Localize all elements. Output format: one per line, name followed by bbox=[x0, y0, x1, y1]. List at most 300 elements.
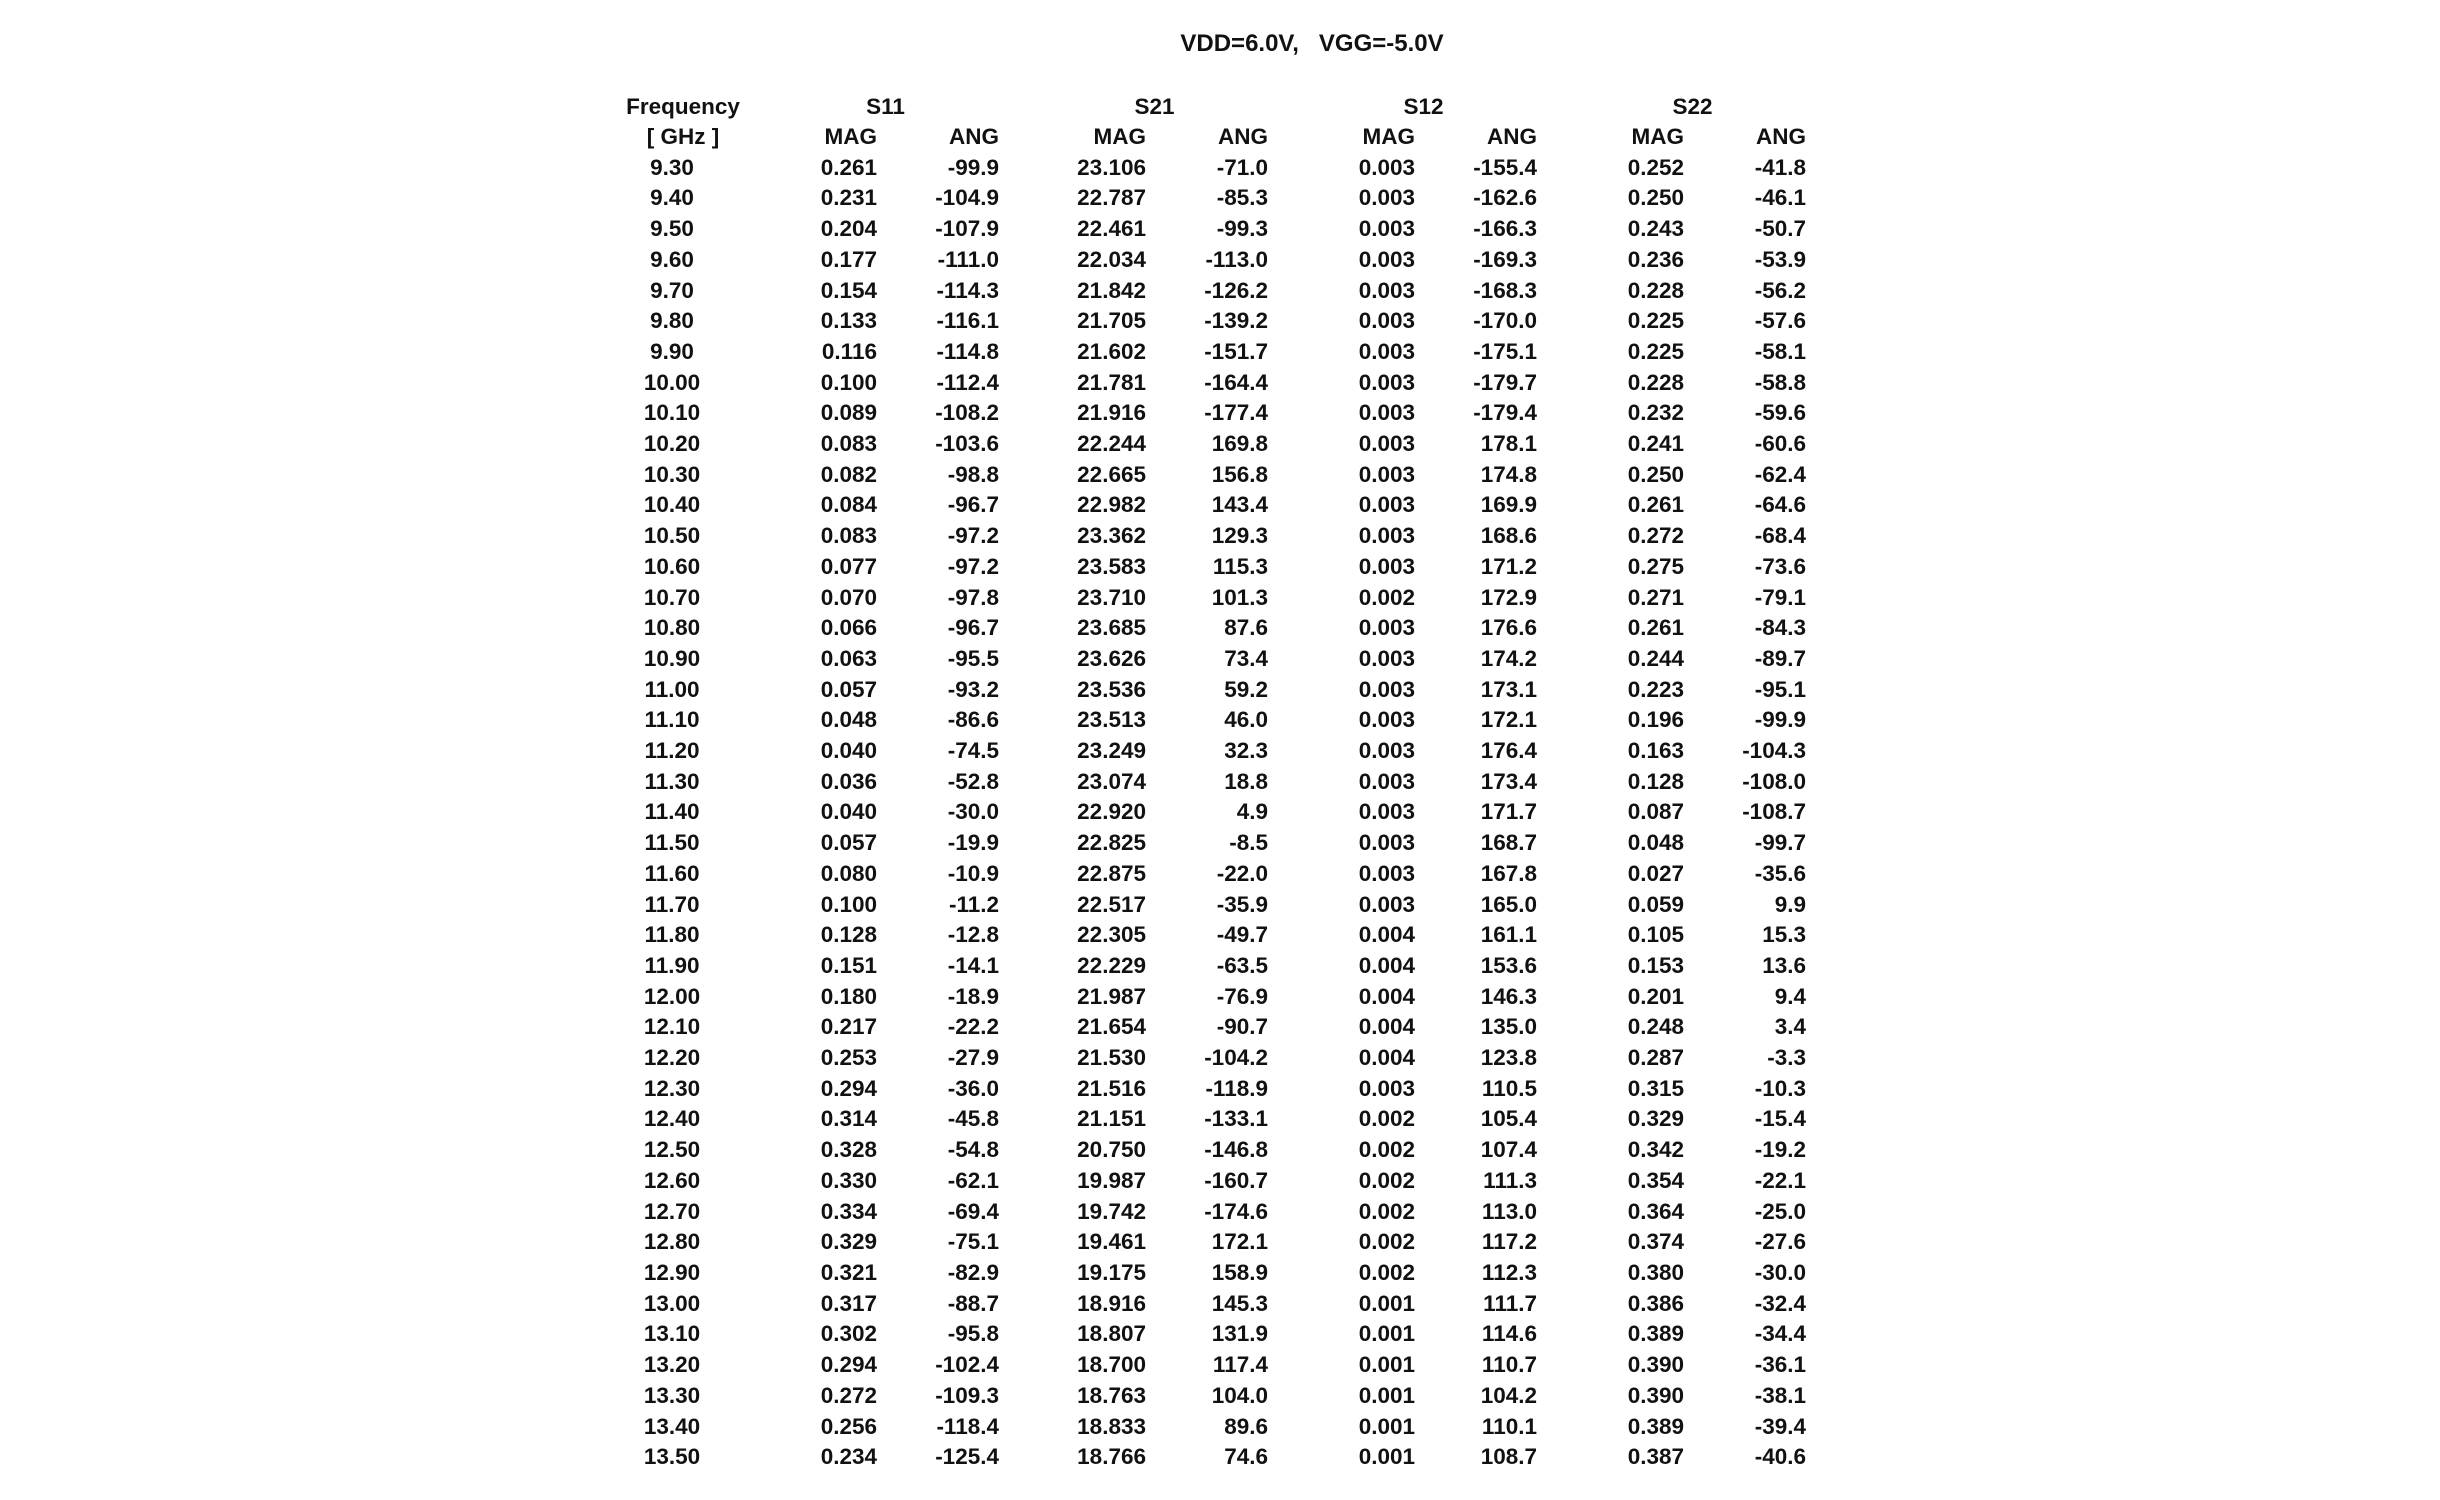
frequency-cell: 9.70 bbox=[650, 277, 694, 303]
s21-ang-cell: 18.8 bbox=[1224, 768, 1268, 794]
s22-ang-cell: -50.7 bbox=[1754, 216, 1806, 242]
s21-mag-cell: 23.583 bbox=[1077, 553, 1146, 579]
s22-mag-cell: 0.163 bbox=[1627, 738, 1684, 764]
s11-ang-cell: -99.9 bbox=[947, 154, 999, 180]
s12-mag-cell: 0.003 bbox=[1358, 154, 1415, 180]
s12-mag-cell: 0.003 bbox=[1358, 461, 1415, 487]
s11-ang-cell: -74.5 bbox=[947, 738, 999, 764]
s21-mag-cell: 21.151 bbox=[1077, 1106, 1146, 1132]
frequency-cell: 13.30 bbox=[643, 1382, 701, 1408]
s21-mag-cell: 19.742 bbox=[1077, 1198, 1146, 1224]
s22-mag-cell: 0.241 bbox=[1627, 431, 1684, 457]
s21-ang-cell: -151.7 bbox=[1204, 338, 1268, 364]
s12-ang-cell: 165.0 bbox=[1480, 891, 1537, 917]
table-row bbox=[594, 705, 1806, 736]
table-row bbox=[594, 859, 1806, 890]
s21-mag-cell: 23.685 bbox=[1077, 615, 1146, 641]
s22-ang-cell: -36.1 bbox=[1754, 1352, 1806, 1378]
s12-ang-cell: 105.4 bbox=[1480, 1106, 1537, 1132]
table-row bbox=[594, 1135, 1806, 1166]
s21-ang-cell: -177.4 bbox=[1204, 400, 1268, 426]
s21-mag-cell: 22.034 bbox=[1077, 246, 1146, 272]
s11-mag-cell: 0.070 bbox=[820, 584, 877, 610]
s21-ang-cell: 143.4 bbox=[1211, 492, 1268, 518]
s22-ang-cell: -39.4 bbox=[1754, 1413, 1806, 1439]
s22-mag-cell: 0.387 bbox=[1627, 1444, 1684, 1470]
table-header bbox=[594, 92, 1806, 153]
s22-mag-cell: 0.243 bbox=[1627, 216, 1684, 242]
frequency-cell: 12.70 bbox=[643, 1198, 701, 1224]
table-row bbox=[594, 1104, 1806, 1135]
s21-ang-cell: 87.6 bbox=[1224, 615, 1268, 641]
s11-ang-cell: -82.9 bbox=[947, 1260, 999, 1285]
s12-ang-cell: 173.4 bbox=[1480, 768, 1537, 794]
s22-ang-cell: -59.6 bbox=[1754, 400, 1806, 426]
s21-mag-cell: 23.106 bbox=[1077, 154, 1146, 180]
s12-mag-cell: 0.003 bbox=[1358, 523, 1415, 549]
s21-ang-cell: -146.8 bbox=[1204, 1137, 1268, 1163]
s22-ang-cell: -79.1 bbox=[1754, 584, 1806, 610]
s22-mag-cell: 0.153 bbox=[1627, 952, 1684, 978]
s12-mag-cell: 0.003 bbox=[1358, 768, 1415, 794]
s21-mag-cell: 23.626 bbox=[1077, 645, 1146, 671]
s11-ang-cell: -30.0 bbox=[947, 799, 999, 825]
s11-ang-cell: -107.9 bbox=[935, 216, 999, 242]
s21-mag-cell: 18.700 bbox=[1077, 1352, 1146, 1378]
s12-header: S12 bbox=[1403, 94, 1444, 119]
table-row bbox=[594, 368, 1806, 399]
s22-ang-cell: -60.6 bbox=[1754, 431, 1806, 457]
s22-mag-cell: 0.380 bbox=[1627, 1260, 1684, 1285]
s11-ang-cell: -109.3 bbox=[935, 1382, 999, 1408]
s21-ang-cell: -139.2 bbox=[1204, 308, 1268, 334]
s22-mag-cell: 0.236 bbox=[1627, 246, 1684, 272]
s11-ang-cell: -118.4 bbox=[936, 1413, 999, 1439]
s11-ang-cell: -104.9 bbox=[935, 185, 999, 211]
s22-ang-cell: -95.1 bbox=[1754, 676, 1806, 702]
table-row bbox=[594, 583, 1806, 614]
s22-ang-cell: -3.3 bbox=[1767, 1045, 1806, 1071]
s11-mag-cell: 0.234 bbox=[820, 1444, 877, 1470]
table-row bbox=[594, 1197, 1806, 1228]
table-row bbox=[594, 398, 1806, 429]
s11-ang-cell: -36.0 bbox=[947, 1075, 999, 1101]
s22-mag-cell: 0.250 bbox=[1627, 461, 1684, 487]
s22-ang-cell: -108.7 bbox=[1742, 799, 1806, 825]
s22-ang-cell: -22.1 bbox=[1754, 1167, 1806, 1193]
s21-ang-cell: 169.8 bbox=[1211, 431, 1268, 457]
s12-ang-cell: 161.1 bbox=[1480, 922, 1537, 948]
s21-mag-cell: 19.461 bbox=[1077, 1229, 1146, 1255]
s11-ang-cell: -108.2 bbox=[935, 400, 999, 426]
s21-ang-cell: 104.0 bbox=[1211, 1382, 1268, 1408]
s22-mag-cell: 0.374 bbox=[1627, 1229, 1684, 1255]
table-row bbox=[594, 552, 1806, 583]
s21-ang-cell: -164.4 bbox=[1204, 369, 1268, 395]
table-row bbox=[594, 337, 1806, 368]
s12-mag-cell: 0.003 bbox=[1358, 891, 1415, 917]
table-row bbox=[594, 521, 1806, 552]
s21-mag-cell: 21.602 bbox=[1077, 338, 1146, 364]
frequency-cell: 9.60 bbox=[650, 246, 694, 272]
s21-ang-cell: -126.2 bbox=[1204, 277, 1268, 303]
s22-ang-cell: -34.4 bbox=[1754, 1321, 1806, 1347]
table-row bbox=[594, 1227, 1806, 1258]
s11-ang-cell: -88.7 bbox=[947, 1290, 999, 1316]
frequency-cell: 11.90 bbox=[644, 952, 700, 978]
s12-mag-cell: 0.003 bbox=[1358, 185, 1415, 211]
s11-mag-cell: 0.077 bbox=[820, 553, 877, 579]
s22-mag-cell: 0.223 bbox=[1627, 676, 1684, 702]
s11-ang-cell: -111.0 bbox=[937, 246, 999, 272]
s11-ang-cell: -96.7 bbox=[947, 492, 999, 518]
page-title: VDD=6.0V, VGG=-5.0V bbox=[1180, 30, 1444, 57]
s11-ang-cell: -114.3 bbox=[936, 277, 999, 303]
s22-ang-cell: -53.9 bbox=[1754, 246, 1806, 272]
s22-ang-cell: 9.4 bbox=[1774, 983, 1806, 1009]
frequency-cell: 13.00 bbox=[643, 1290, 701, 1316]
table-row bbox=[594, 1074, 1806, 1105]
s22-mag-cell: 0.087 bbox=[1627, 799, 1684, 825]
s11-mag-cell: 0.328 bbox=[820, 1137, 877, 1163]
s21-mag-cell: 22.244 bbox=[1077, 431, 1146, 457]
s11-mag-cell: 0.321 bbox=[820, 1260, 877, 1285]
s12-mag-cell: 0.001 bbox=[1358, 1290, 1415, 1316]
s12-ang-cell: 176.4 bbox=[1480, 738, 1537, 764]
s12-mag-cell: 0.004 bbox=[1358, 1045, 1415, 1071]
s22-mag-cell: 0.105 bbox=[1627, 922, 1684, 948]
s22-mag-cell: 0.272 bbox=[1627, 523, 1684, 549]
table-row bbox=[594, 490, 1806, 521]
s12-ang-cell: 178.1 bbox=[1480, 431, 1537, 457]
s11-ang-cell: -11.2 bbox=[948, 891, 999, 917]
s11-ang-cell: -54.8 bbox=[947, 1137, 999, 1163]
s21-ang-cell: -85.3 bbox=[1216, 185, 1268, 211]
s21-ang-cell: -71.0 bbox=[1216, 154, 1268, 180]
s22-ang-cell: -25.0 bbox=[1754, 1198, 1806, 1224]
s22-ang-cell: -46.1 bbox=[1754, 185, 1806, 211]
table-row bbox=[594, 920, 1806, 951]
s11-mag-cell: 0.083 bbox=[820, 431, 877, 457]
s11-ang-cell: -112.4 bbox=[936, 369, 999, 395]
s21-ang-cell: -104.2 bbox=[1204, 1045, 1268, 1071]
s11-ang-cell: -114.8 bbox=[936, 338, 999, 364]
s21-mag-cell: 22.305 bbox=[1077, 922, 1146, 948]
table-row bbox=[594, 982, 1806, 1013]
s21-mag-cell: 23.249 bbox=[1077, 738, 1146, 764]
s21-ang-cell: 101.3 bbox=[1211, 584, 1268, 610]
s21-ang-cell: -76.9 bbox=[1216, 983, 1268, 1009]
s11-ang-cell: -22.2 bbox=[947, 1014, 999, 1040]
s12-ang-cell: 107.4 bbox=[1480, 1137, 1537, 1163]
s11-mag-cell: 0.128 bbox=[820, 922, 877, 948]
frequency-cell: 10.70 bbox=[643, 584, 701, 610]
table-row bbox=[594, 1289, 1806, 1320]
table-row bbox=[594, 1166, 1806, 1197]
frequency-cell: 10.20 bbox=[643, 431, 701, 457]
s21-mag-cell: 23.536 bbox=[1077, 676, 1146, 702]
s11-mag-cell: 0.133 bbox=[820, 308, 877, 334]
s12-ang-cell: -179.4 bbox=[1473, 400, 1537, 426]
frequency-cell: 9.80 bbox=[650, 308, 694, 334]
s22-ang-cell: -62.4 bbox=[1754, 461, 1806, 487]
s21-ang-cell: -160.7 bbox=[1204, 1167, 1268, 1193]
s12-ang-cell: 169.9 bbox=[1480, 492, 1537, 518]
s22-ang-cell: -58.1 bbox=[1754, 338, 1806, 364]
frequency-cell: 11.10 bbox=[644, 707, 700, 733]
s22-ang-header: ANG bbox=[1756, 124, 1806, 150]
s21-mag-cell: 21.654 bbox=[1077, 1014, 1146, 1040]
s12-ang-cell: -155.4 bbox=[1473, 154, 1537, 180]
s11-mag-cell: 0.151 bbox=[820, 952, 877, 978]
s22-ang-cell: -57.6 bbox=[1754, 308, 1806, 334]
s12-mag-cell: 0.001 bbox=[1358, 1382, 1415, 1408]
s22-ang-cell: -30.0 bbox=[1754, 1260, 1806, 1285]
s11-mag-cell: 0.272 bbox=[820, 1382, 877, 1408]
frequency-cell: 11.00 bbox=[644, 676, 700, 702]
s21-mag-cell: 21.916 bbox=[1077, 400, 1146, 426]
table-row bbox=[594, 1412, 1806, 1443]
s11-mag-cell: 0.116 bbox=[821, 338, 877, 364]
s11-ang-cell: -97.2 bbox=[947, 523, 999, 549]
table-row bbox=[594, 1319, 1806, 1350]
s12-mag-cell: 0.002 bbox=[1358, 1137, 1415, 1163]
s12-ang-cell: 112.3 bbox=[1481, 1260, 1537, 1285]
frequency-cell: 13.40 bbox=[643, 1413, 701, 1439]
s21-ang-cell: 131.9 bbox=[1211, 1321, 1268, 1347]
s21-mag-cell: 22.229 bbox=[1077, 952, 1146, 978]
s21-ang-cell: -99.3 bbox=[1216, 216, 1268, 242]
s22-ang-cell: 9.9 bbox=[1774, 891, 1806, 917]
s12-ang-cell: 111.3 bbox=[1483, 1167, 1537, 1193]
s11-ang-cell: -27.9 bbox=[947, 1045, 999, 1071]
table-row bbox=[594, 429, 1806, 460]
frequency-cell: 12.10 bbox=[643, 1014, 701, 1040]
s22-ang-cell: -38.1 bbox=[1754, 1382, 1806, 1408]
s22-mag-cell: 0.225 bbox=[1627, 308, 1684, 334]
s12-mag-cell: 0.003 bbox=[1358, 1075, 1415, 1101]
s12-ang-cell: -179.7 bbox=[1473, 369, 1537, 395]
s21-ang-cell: 89.6 bbox=[1224, 1413, 1268, 1439]
s21-mag-cell: 19.987 bbox=[1077, 1167, 1146, 1193]
frequency-cell: 11.70 bbox=[644, 891, 700, 917]
frequency-cell: 10.30 bbox=[643, 461, 701, 487]
table-row bbox=[594, 1350, 1806, 1381]
s22-mag-cell: 0.128 bbox=[1627, 768, 1684, 794]
s21-ang-cell: 145.3 bbox=[1211, 1290, 1268, 1316]
s11-mag-cell: 0.314 bbox=[820, 1106, 877, 1132]
s22-ang-cell: -35.6 bbox=[1754, 860, 1806, 886]
s22-ang-cell: -108.0 bbox=[1742, 768, 1806, 794]
s12-ang-cell: 172.1 bbox=[1480, 707, 1537, 733]
s21-ang-cell: 158.9 bbox=[1211, 1260, 1268, 1285]
s12-mag-cell: 0.003 bbox=[1358, 338, 1415, 364]
frequency-cell: 13.50 bbox=[643, 1444, 701, 1470]
s21-ang-cell: -35.9 bbox=[1216, 891, 1268, 917]
table-row bbox=[594, 153, 1806, 184]
s21-mag-cell: 22.825 bbox=[1077, 830, 1146, 856]
s11-ang-cell: -98.8 bbox=[947, 461, 999, 487]
s22-mag-cell: 0.342 bbox=[1627, 1137, 1684, 1163]
s12-ang-cell: 111.7 bbox=[1483, 1290, 1537, 1316]
s11-mag-cell: 0.048 bbox=[820, 707, 877, 733]
s12-mag-cell: 0.003 bbox=[1358, 400, 1415, 426]
frequency-cell: 12.00 bbox=[643, 983, 701, 1009]
s11-ang-cell: -97.2 bbox=[947, 553, 999, 579]
s22-ang-cell: 13.6 bbox=[1762, 952, 1806, 978]
s21-ang-cell: 46.0 bbox=[1224, 707, 1268, 733]
s22-ang-cell: -68.4 bbox=[1754, 523, 1806, 549]
s11-mag-header: MAG bbox=[824, 124, 877, 150]
s21-mag-cell: 18.766 bbox=[1077, 1444, 1146, 1470]
s11-mag-cell: 0.256 bbox=[820, 1413, 877, 1439]
s11-ang-cell: -96.7 bbox=[947, 615, 999, 641]
s22-ang-cell: -64.6 bbox=[1754, 492, 1806, 518]
s12-ang-cell: 167.8 bbox=[1480, 860, 1537, 886]
s12-ang-cell: 113.0 bbox=[1481, 1198, 1537, 1224]
frequency-cell: 12.40 bbox=[643, 1106, 701, 1132]
frequency-cell: 12.60 bbox=[643, 1167, 701, 1193]
s11-ang-cell: -75.1 bbox=[947, 1229, 999, 1255]
s21-mag-cell: 21.530 bbox=[1077, 1045, 1146, 1071]
s21-ang-cell: 129.3 bbox=[1211, 523, 1268, 549]
s12-ang-cell: 110.5 bbox=[1481, 1075, 1537, 1101]
s21-ang-cell: 59.2 bbox=[1224, 676, 1268, 702]
s22-mag-cell: 0.386 bbox=[1627, 1290, 1684, 1316]
s11-ang-cell: -97.8 bbox=[947, 584, 999, 610]
s12-ang-cell: -170.0 bbox=[1473, 308, 1537, 334]
s12-mag-cell: 0.003 bbox=[1358, 830, 1415, 856]
s22-ang-cell: -99.9 bbox=[1754, 707, 1806, 733]
s22-ang-cell: -99.7 bbox=[1754, 830, 1806, 856]
s-parameter-table bbox=[594, 92, 1806, 1473]
s12-ang-cell: 171.2 bbox=[1480, 553, 1537, 579]
table-row bbox=[594, 951, 1806, 982]
frequency-cell: 9.30 bbox=[650, 154, 694, 180]
s22-mag-cell: 0.027 bbox=[1627, 860, 1684, 886]
s12-ang-cell: 108.7 bbox=[1480, 1444, 1537, 1470]
s22-mag-cell: 0.390 bbox=[1627, 1352, 1684, 1378]
frequency-cell: 11.40 bbox=[644, 799, 700, 825]
s21-ang-cell: 32.3 bbox=[1224, 738, 1268, 764]
s22-mag-cell: 0.228 bbox=[1627, 369, 1684, 395]
s21-ang-cell: -49.7 bbox=[1216, 922, 1268, 948]
s22-mag-cell: 0.201 bbox=[1627, 983, 1684, 1009]
table-row bbox=[594, 183, 1806, 214]
s11-mag-cell: 0.294 bbox=[820, 1075, 877, 1101]
s12-mag-cell: 0.003 bbox=[1358, 216, 1415, 242]
s11-mag-cell: 0.040 bbox=[820, 799, 877, 825]
frequency-cell: 13.20 bbox=[643, 1352, 701, 1378]
table-row bbox=[594, 613, 1806, 644]
s22-mag-cell: 0.287 bbox=[1627, 1045, 1684, 1071]
table-row bbox=[594, 644, 1806, 675]
s12-ang-cell: 168.7 bbox=[1480, 830, 1537, 856]
s22-ang-cell: -73.6 bbox=[1754, 553, 1806, 579]
table-row bbox=[594, 767, 1806, 798]
s11-mag-cell: 0.330 bbox=[820, 1167, 877, 1193]
s21-mag-cell: 18.763 bbox=[1077, 1382, 1146, 1408]
s21-ang-cell: -118.9 bbox=[1205, 1075, 1268, 1101]
s21-mag-cell: 22.517 bbox=[1077, 891, 1146, 917]
s11-ang-cell: -125.4 bbox=[935, 1444, 999, 1470]
s21-ang-cell: 115.3 bbox=[1212, 553, 1268, 579]
s12-mag-cell: 0.004 bbox=[1358, 1014, 1415, 1040]
s22-ang-cell: -32.4 bbox=[1754, 1290, 1806, 1316]
frequency-cell: 12.30 bbox=[643, 1075, 701, 1101]
s11-mag-cell: 0.083 bbox=[820, 523, 877, 549]
s11-mag-cell: 0.036 bbox=[820, 768, 877, 794]
s22-mag-cell: 0.232 bbox=[1627, 400, 1684, 426]
s21-header: S21 bbox=[1134, 94, 1175, 119]
s21-mag-cell: 23.710 bbox=[1077, 584, 1146, 610]
s12-mag-cell: 0.003 bbox=[1358, 492, 1415, 518]
s11-mag-cell: 0.334 bbox=[820, 1198, 877, 1224]
s12-mag-cell: 0.002 bbox=[1358, 1106, 1415, 1132]
s22-mag-cell: 0.315 bbox=[1627, 1075, 1684, 1101]
s22-mag-cell: 0.364 bbox=[1627, 1198, 1684, 1224]
s11-ang-cell: -52.8 bbox=[947, 768, 999, 794]
s21-mag-cell: 22.461 bbox=[1077, 216, 1146, 242]
s22-ang-cell: -27.6 bbox=[1754, 1229, 1806, 1255]
table-row bbox=[594, 460, 1806, 491]
s21-mag-cell: 18.833 bbox=[1077, 1413, 1146, 1439]
s22-ang-cell: 3.4 bbox=[1774, 1014, 1806, 1040]
s21-ang-cell: -90.7 bbox=[1216, 1014, 1268, 1040]
frequency-cell: 13.10 bbox=[643, 1321, 701, 1347]
s12-ang-cell: 174.8 bbox=[1480, 461, 1537, 487]
s22-mag-cell: 0.248 bbox=[1627, 1014, 1684, 1040]
s11-ang-cell: -12.8 bbox=[947, 922, 999, 948]
s12-mag-cell: 0.003 bbox=[1358, 246, 1415, 272]
s12-mag-header: MAG bbox=[1362, 124, 1415, 150]
s11-mag-cell: 0.100 bbox=[820, 891, 877, 917]
s12-ang-cell: 117.2 bbox=[1481, 1229, 1537, 1255]
s12-mag-cell: 0.004 bbox=[1358, 922, 1415, 948]
s11-mag-cell: 0.154 bbox=[820, 277, 877, 303]
s12-ang-cell: 172.9 bbox=[1480, 584, 1537, 610]
s11-ang-cell: -18.9 bbox=[947, 983, 999, 1009]
s22-mag-cell: 0.059 bbox=[1627, 891, 1684, 917]
s12-ang-cell: 174.2 bbox=[1480, 645, 1537, 671]
s12-ang-cell: 153.6 bbox=[1480, 952, 1537, 978]
s12-ang-cell: -169.3 bbox=[1473, 246, 1537, 272]
s21-mag-cell: 22.875 bbox=[1077, 860, 1146, 886]
frequency-cell: 12.80 bbox=[643, 1229, 701, 1255]
s12-mag-cell: 0.003 bbox=[1358, 615, 1415, 641]
s11-ang-cell: -93.2 bbox=[947, 676, 999, 702]
s12-ang-cell: 110.1 bbox=[1481, 1413, 1537, 1439]
s11-ang-cell: -14.1 bbox=[947, 952, 999, 978]
s22-ang-cell: -41.8 bbox=[1754, 154, 1806, 180]
s21-mag-cell: 19.175 bbox=[1077, 1260, 1146, 1285]
s11-mag-cell: 0.294 bbox=[820, 1352, 877, 1378]
s22-mag-cell: 0.261 bbox=[1627, 615, 1684, 641]
s22-mag-header: MAG bbox=[1631, 124, 1684, 150]
s12-ang-cell: 173.1 bbox=[1480, 676, 1537, 702]
table-row bbox=[594, 828, 1806, 859]
s21-ang-cell: 172.1 bbox=[1211, 1229, 1268, 1255]
s11-ang-cell: -62.1 bbox=[947, 1167, 999, 1193]
s22-header: S22 bbox=[1672, 94, 1713, 119]
s21-ang-cell: -22.0 bbox=[1216, 860, 1268, 886]
s21-mag-cell: 23.074 bbox=[1077, 768, 1146, 794]
frequency-cell: 9.40 bbox=[650, 185, 694, 211]
s12-ang-cell: -162.6 bbox=[1473, 185, 1537, 211]
s22-mag-cell: 0.275 bbox=[1627, 553, 1684, 579]
s21-ang-cell: 4.9 bbox=[1236, 799, 1268, 825]
s21-mag-cell: 18.916 bbox=[1077, 1290, 1146, 1316]
